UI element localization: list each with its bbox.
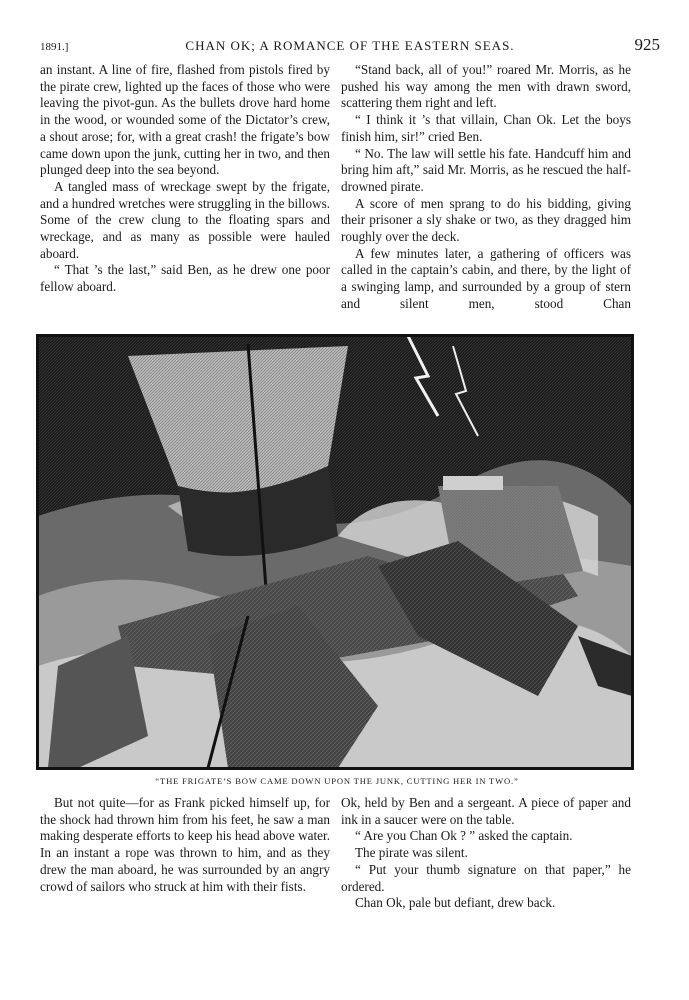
paragraph: an instant. A line of fire, flashed from pistols fired by the pirate crew, lighted up the faces of those who were leaving the pivot-gun. As the bullets drove hard home in the wood, or wounded some of the Dictator’s crew, a shout arose; for, with a great crash! the frigate’s bow came down upon the junk, cutting her in two, and then plunged deep into the sea beyond.	[40, 62, 330, 178]
paragraph: “ Put your thumb signature on that paper,” he ordered.	[341, 861, 631, 894]
paragraph: But not quite—for as Frank picked himself up, for the shock had thrown him from his feet, he saw a man making desperate efforts to keep his head above water. In an instant a rope was thrown to him, and as they drew the man aboard, he was surrounded by an angry crowd of sailors who struck at him with their fists.	[40, 795, 330, 894]
column-top-right	[341, 62, 631, 313]
page-number: 925	[634, 35, 660, 54]
paragraph: “Stand back, all of you!” roared Mr. Morris, as he pushed his way among the men with drawn sword, scattering them right and left.	[341, 62, 631, 111]
paragraph: “ No. The law will settle his fate. Handcuff him and bring him aft,” said Mr. Morris, as he rescued the half-drowned pirate.	[341, 145, 631, 194]
paragraph: The pirate was silent.	[355, 845, 468, 861]
paragraph: A few minutes later, a gathering of officers was called in the captain’s cabin, and there, by the light of a swinging lamp, and surrounded by a group of stern and silent men, stood Chan	[341, 245, 631, 311]
running-header	[40, 35, 660, 58]
header-date: 1891.]	[40, 41, 69, 53]
paragraph: Ok, held by Ben and a sergeant. A piece of paper and ink in a saucer were on the table.	[341, 795, 631, 827]
paragraph: Chan Ok, pale but defiant, drew back.	[355, 895, 556, 911]
column-bottom-right	[341, 795, 631, 912]
shipwreck-engraving	[38, 336, 632, 768]
header-title: CHAN OK; A ROMANCE OF THE EASTERN SEAS.	[185, 38, 515, 53]
paragraph: “ I think it ’s that villain, Chan Ok. Let the boys finish him, sir!” cried Ben.	[341, 112, 631, 144]
illustration-caption: “THE FRIGATE’S BOW CAME DOWN UPON THE JUNK, CUTTING HER IN TWO.”	[155, 776, 519, 786]
paragraph: “ That ’s the last,” said Ben, as he drew one poor fellow aboard.	[40, 262, 330, 295]
engraving-illustration	[36, 334, 634, 770]
paragraph: “ Are you Chan Ok ? ” asked the captain.	[355, 828, 573, 844]
paragraph: A tangled mass of wreckage swept by the frigate, and a hundred wretches were struggling in the billows. Some of the crew clung to the floating spars and wreckage, and as many as possible were hauled aboard.	[40, 178, 330, 261]
column-top-left	[40, 62, 330, 296]
column-bottom-left	[40, 795, 330, 895]
paragraph: A score of men sprang to do his bidding, giving their prisoner a sly shake or two, as they dragged him roughly over the deck.	[341, 195, 631, 245]
